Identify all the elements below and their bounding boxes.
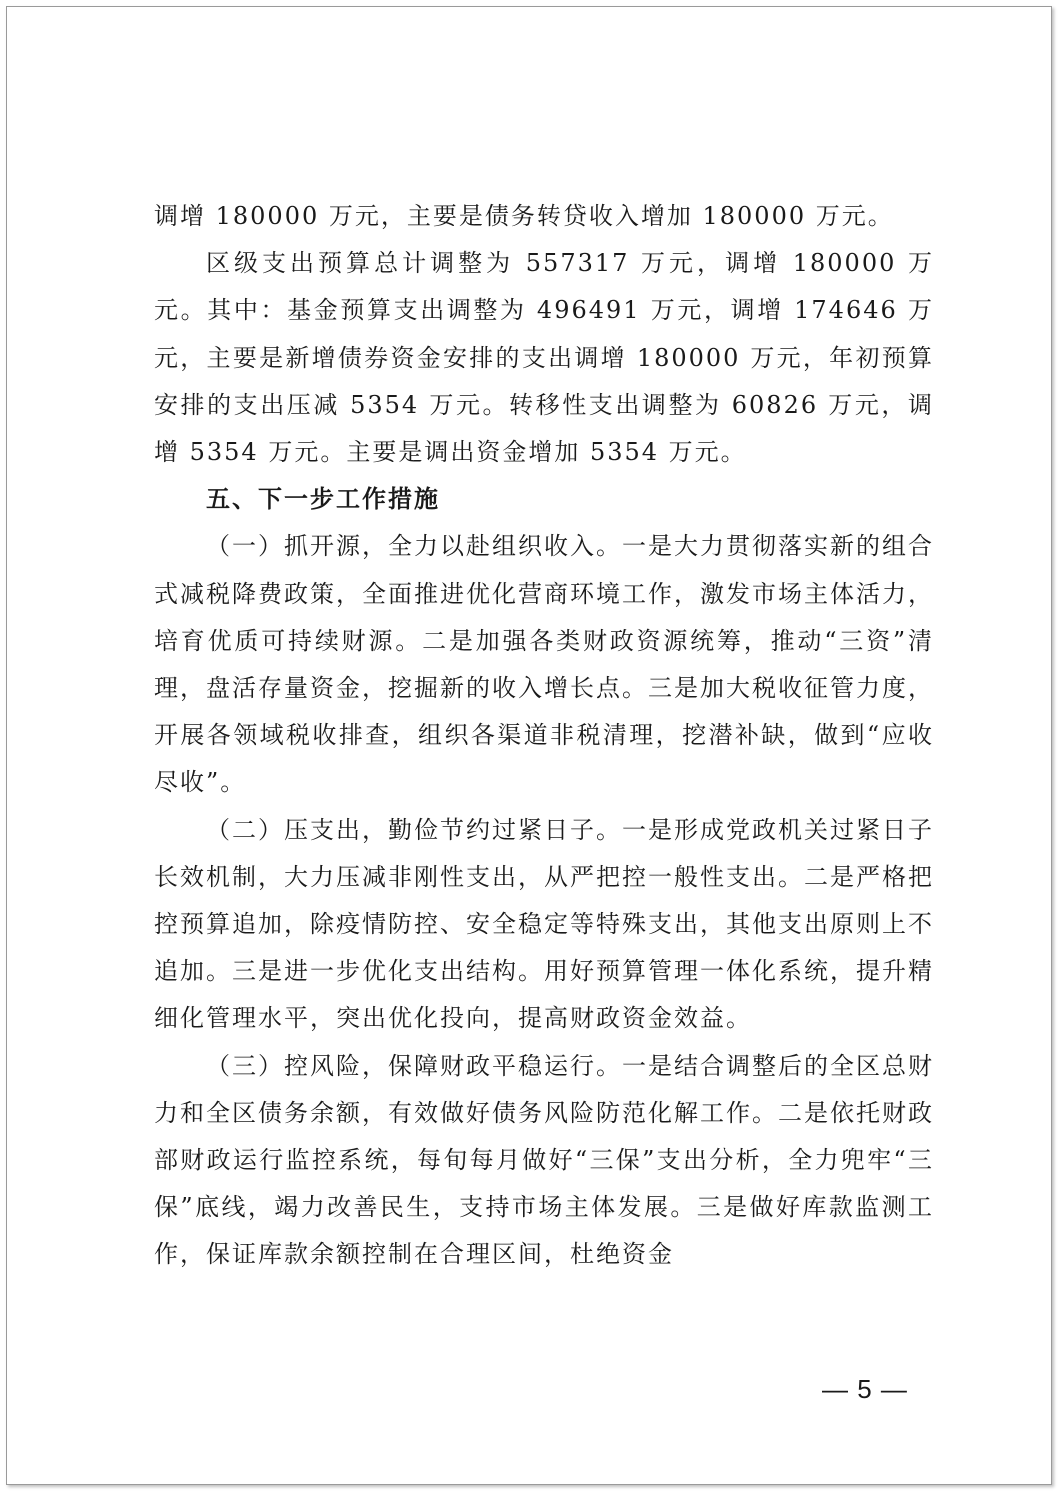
paragraph-measure-2 <box>154 807 934 1043</box>
measure-2-body: 一是形成党政机关过紧日子长效机制，大力压减非刚性支出，从严把控一般性支出。二是严格把控预算追加，除疫情防控、安全稳定等特殊支出，其他支出原则上不追加。三是进一步优化支出结构。用好预算管理一体化系统，提升精细化管理水平，突出优化投向，提高财政资金效益。 <box>154 815 934 1033</box>
measure-1-body: 一是大力贯彻落实新的组合式减税降费政策，全面推进优化营商环境工作，激发市场主体活力，培育优质可持续财源。二是加强各类财政资源统筹，推动“三资”清理，盘活存量资金，挖掘新的收入增长点。三是加大税收征管力度，开展各领域税收排查，组织各渠道非税清理，挖潜补缺，做到“应收尽收”。 <box>154 532 934 797</box>
document-body <box>154 193 934 1279</box>
paragraph-measure-3 <box>154 1043 934 1279</box>
paragraph-measure-1 <box>154 523 934 806</box>
measure-1-title: （一）抓开源，全力以赴组织收入。 <box>206 532 622 561</box>
page-number: — 5 — <box>822 1374 908 1404</box>
measure-2-title: （二）压支出，勤俭节约过紧日子。 <box>206 815 622 844</box>
section-heading-next-steps: 五、下一步工作措施 <box>206 485 440 514</box>
measure-3-title: （三）控风险，保障财政平稳运行。 <box>206 1051 622 1080</box>
measure-3-body: 一是结合调整后的全区总财力和全区债务余额，有效做好债务风险防范化解工作。二是依托财政部财政运行监控系统，每旬每月做好“三保”支出分析，全力兜牢“三保”底线，竭力改善民生，支持市场主体发展。三是做好库款监测工作，保证库款余额控制在合理区间，杜绝资金 <box>154 1051 934 1269</box>
document-page <box>6 6 1052 1485</box>
paragraph-continued: 调增 180000 万元，主要是债务转贷收入增加 180000 万元。 <box>154 202 894 230</box>
paragraph-expenditure-budget: 区级支出预算总计调整为 557317 万元，调增 180000 万元。其中：基金预算支出调整为 496491 万元，调增 174646 万元，主要是新增债券资金安排的支出调增 180000 万元，年初预算安排的支出压减 5354 万元。转移性支出调整为 60826 万元，调增 5354 万元。主要是调出资金增加 5354 万元。 <box>154 249 934 467</box>
